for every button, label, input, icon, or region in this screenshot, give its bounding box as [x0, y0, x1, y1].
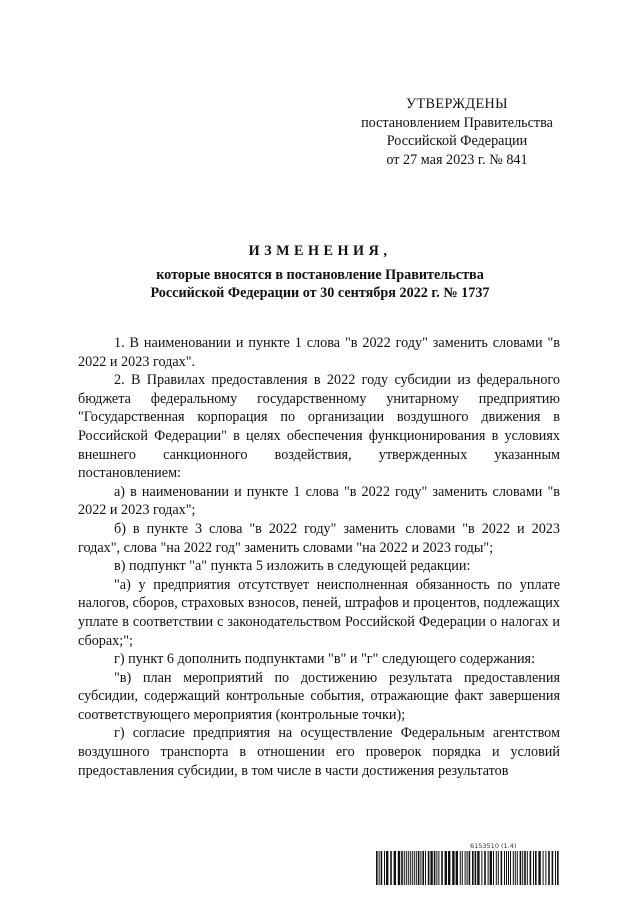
approval-line-2: Российской Федерации — [386, 133, 528, 149]
document-code: 6153510 (1.4) — [470, 842, 517, 850]
barcode-image — [376, 851, 560, 885]
paragraph: "в) план мероприятий по достижению результата предоставления субсидии, содержащий контрольные события, отражающие факт завершения соответствующего мероприятия (контрольные точки); — [78, 669, 560, 723]
paragraph: в) подпункт "а" пункта 5 изложить в следующей редакции: — [114, 558, 471, 575]
approval-title: УТВЕРЖДЕНЫ — [406, 96, 508, 112]
approval-line-1: постановлением Правительства — [361, 114, 553, 131]
heading-subtitle-line-2: Российской Федерации от 30 сентября 2022 г. № 1737 — [150, 285, 490, 301]
paragraph: а) в наименовании и пункте 1 слова "в 2022 году" заменить словами "в 2022 и 2023 годах"; — [78, 483, 560, 519]
paragraph: б) в пункте 3 слова "в 2022 году" заменить словами "в 2022 и 2023 годах", слова "на 2022 год" заменить словами "на 2022 и 2023 годы"; — [78, 520, 560, 556]
paragraph: "а) у предприятия отсутствует неисполненная обязанность по уплате налогов, сборов, страховых взносов, пеней, штрафов и процентов, подлежащих уплате в соответствии с законодательством Российской Федерации о налогах и сборах;"; — [78, 576, 560, 649]
approval-stamp — [352, 95, 562, 169]
paragraph: 1. В наименовании и пункте 1 слова "в 2022 году" заменить словами "в 2022 и 2023 годах". — [78, 335, 560, 370]
heading-subtitle-line-1: которые вносятся в постановление Правительства — [156, 266, 484, 283]
paragraph: г) пункт 6 дополнить подпунктами "в" и "г" следующего содержания: — [114, 651, 536, 668]
heading-title: ИЗМЕНЕНИЯ, — [248, 243, 392, 259]
document-footer — [376, 842, 560, 885]
paragraph: г) согласие предприятия на осуществление Федеральным агентством воздушного транспорта в отношении его проверок порядка и условий предоставления субсидии, в том числе в части достижения результатов — [78, 725, 560, 779]
approval-date-number: от 27 мая 2023 г. № 841 — [386, 151, 528, 168]
document-heading — [60, 242, 580, 303]
paragraph: 2. В Правилах предоставления в 2022 году субсидии из федерального бюджета федеральному государственному унитарному предприятию "Государственная корпорация по организации воздушного движения в Российской Федерации" в целях обеспечения функционирования в условиях внешнего санкционного воздействия, утвержденных указанным постановлением: — [78, 372, 560, 482]
document-body — [78, 334, 560, 780]
